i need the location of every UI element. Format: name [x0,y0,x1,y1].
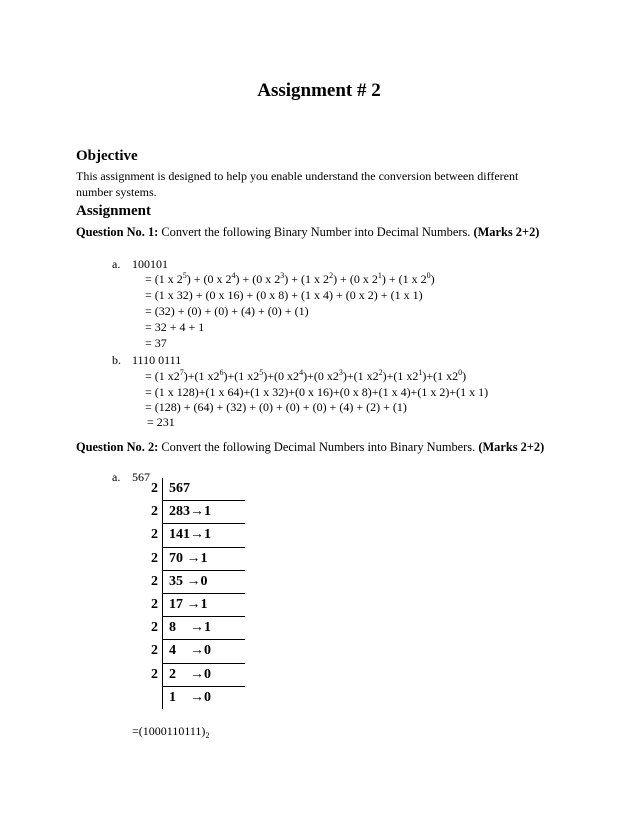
division-row [120,547,245,570]
q2-part-a-number: 567 [132,470,150,484]
q1-part-a-result: = 37 [145,336,167,350]
quotient-remainder: 4 →0 [163,640,246,663]
divisor: 2 [120,570,163,593]
divisor: 2 [120,501,163,524]
objective-heading: Objective [76,148,138,164]
quotient-remainder: 2 →0 [163,663,246,686]
divisor: 2 [120,524,163,547]
division-row [120,686,245,709]
q1-part-b-step: = (128) + (64) + (32) + (0) + (0) + (0) + (4) + (2) + (1) [145,400,407,414]
q1-part-b-expansion: = (1 $x2^7)+(1$ $x2^6)+(1$ $x2^5)+(0$ $x2^4)+(0$ $x2^3)+(1$ $x2^2)+(1$ $x2^1)+(1$ $x2^0$) [145,368,467,383]
quotient-remainder: 70 →1 [163,547,246,570]
question-2 [76,440,544,455]
q1-part-b-number: 1110 0111 [132,353,182,367]
objective-text-line2: number systems. [76,185,157,199]
divisor: 2 [120,640,163,663]
q1-part-a-expansion: = (1 x $2^5) + (0$ x $2^4) + (0$ x $2^3) + (1$ x $2^2) + (0$ x $2^1) + (1$ x $2^0$) [145,271,435,286]
q1-part-b-result: = 231 [147,415,175,429]
quotient-remainder: 283→1 [163,501,246,524]
quotient-remainder: 1 →0 [169,689,211,705]
page-title: Assignment # 2 [257,80,381,101]
q2-part-a-result [132,724,209,740]
question-2-label: Question No. 2: [76,440,159,454]
q1-part-b-step: = (1 x 128)+(1 x 64)+(1 x 32)+(0 x 16)+(0 x 8)+(1 x 4)+(1 x 2)+(1 x 1) [145,385,489,399]
division-row [120,617,245,640]
division-row [120,501,245,524]
division-table [120,478,245,709]
question-1-label: Question No. 1: [76,225,159,239]
question-2-text: Convert the following Decimal Numbers into Binary Numbers. [158,440,479,454]
binary-result: =(1000110111) [132,724,206,738]
q1-part-b-marker: b. [112,353,121,367]
divisor: 2 [120,547,163,570]
quotient-remainder: 8 →1 [163,617,246,640]
q1-part-a-step: = 32 + 4 + 1 [145,320,205,334]
divisor: 2 [120,617,163,640]
question-1-text: Convert the following Binary Number into Decimal Numbers. [158,225,474,239]
division-row [120,640,245,663]
q2-part-a-marker: a. [112,470,121,484]
q1-part-a-marker: a. [112,257,121,271]
q1-part-a-number: 100101 [132,257,168,271]
binary-base: 2 [205,731,210,740]
assignment-heading: Assignment [76,203,152,219]
quotient-remainder: 17 →1 [163,593,246,616]
quotient-remainder: 567 [163,478,246,501]
quotient-remainder: 35 →0 [163,570,246,593]
division-row [120,593,245,616]
q1-part-a-step: = (1 x 32) + (0 x 16) + (0 x 8) + (1 x 4) + (0 x 2) + (1 x 1) [145,288,423,302]
question-1 [76,225,539,240]
divisor: 2 [120,593,163,616]
division-row [120,570,245,593]
division-row [120,663,245,686]
objective-text-line1: This assignment is designed to help you enable understand the conversion between different [76,169,519,183]
divisor: 2 [120,478,163,501]
question-2-marks: (Marks 2+2) [478,440,545,454]
divisor [120,686,163,709]
division-row [120,478,245,501]
division-row [120,524,245,547]
quotient-remainder: 141→1 [163,524,246,547]
q1-part-a-step: = (32) + (0) + (0) + (4) + (0) + (1) [145,304,309,318]
question-1-marks: (Marks 2+2) [473,225,540,239]
divisor: 2 [120,663,163,686]
